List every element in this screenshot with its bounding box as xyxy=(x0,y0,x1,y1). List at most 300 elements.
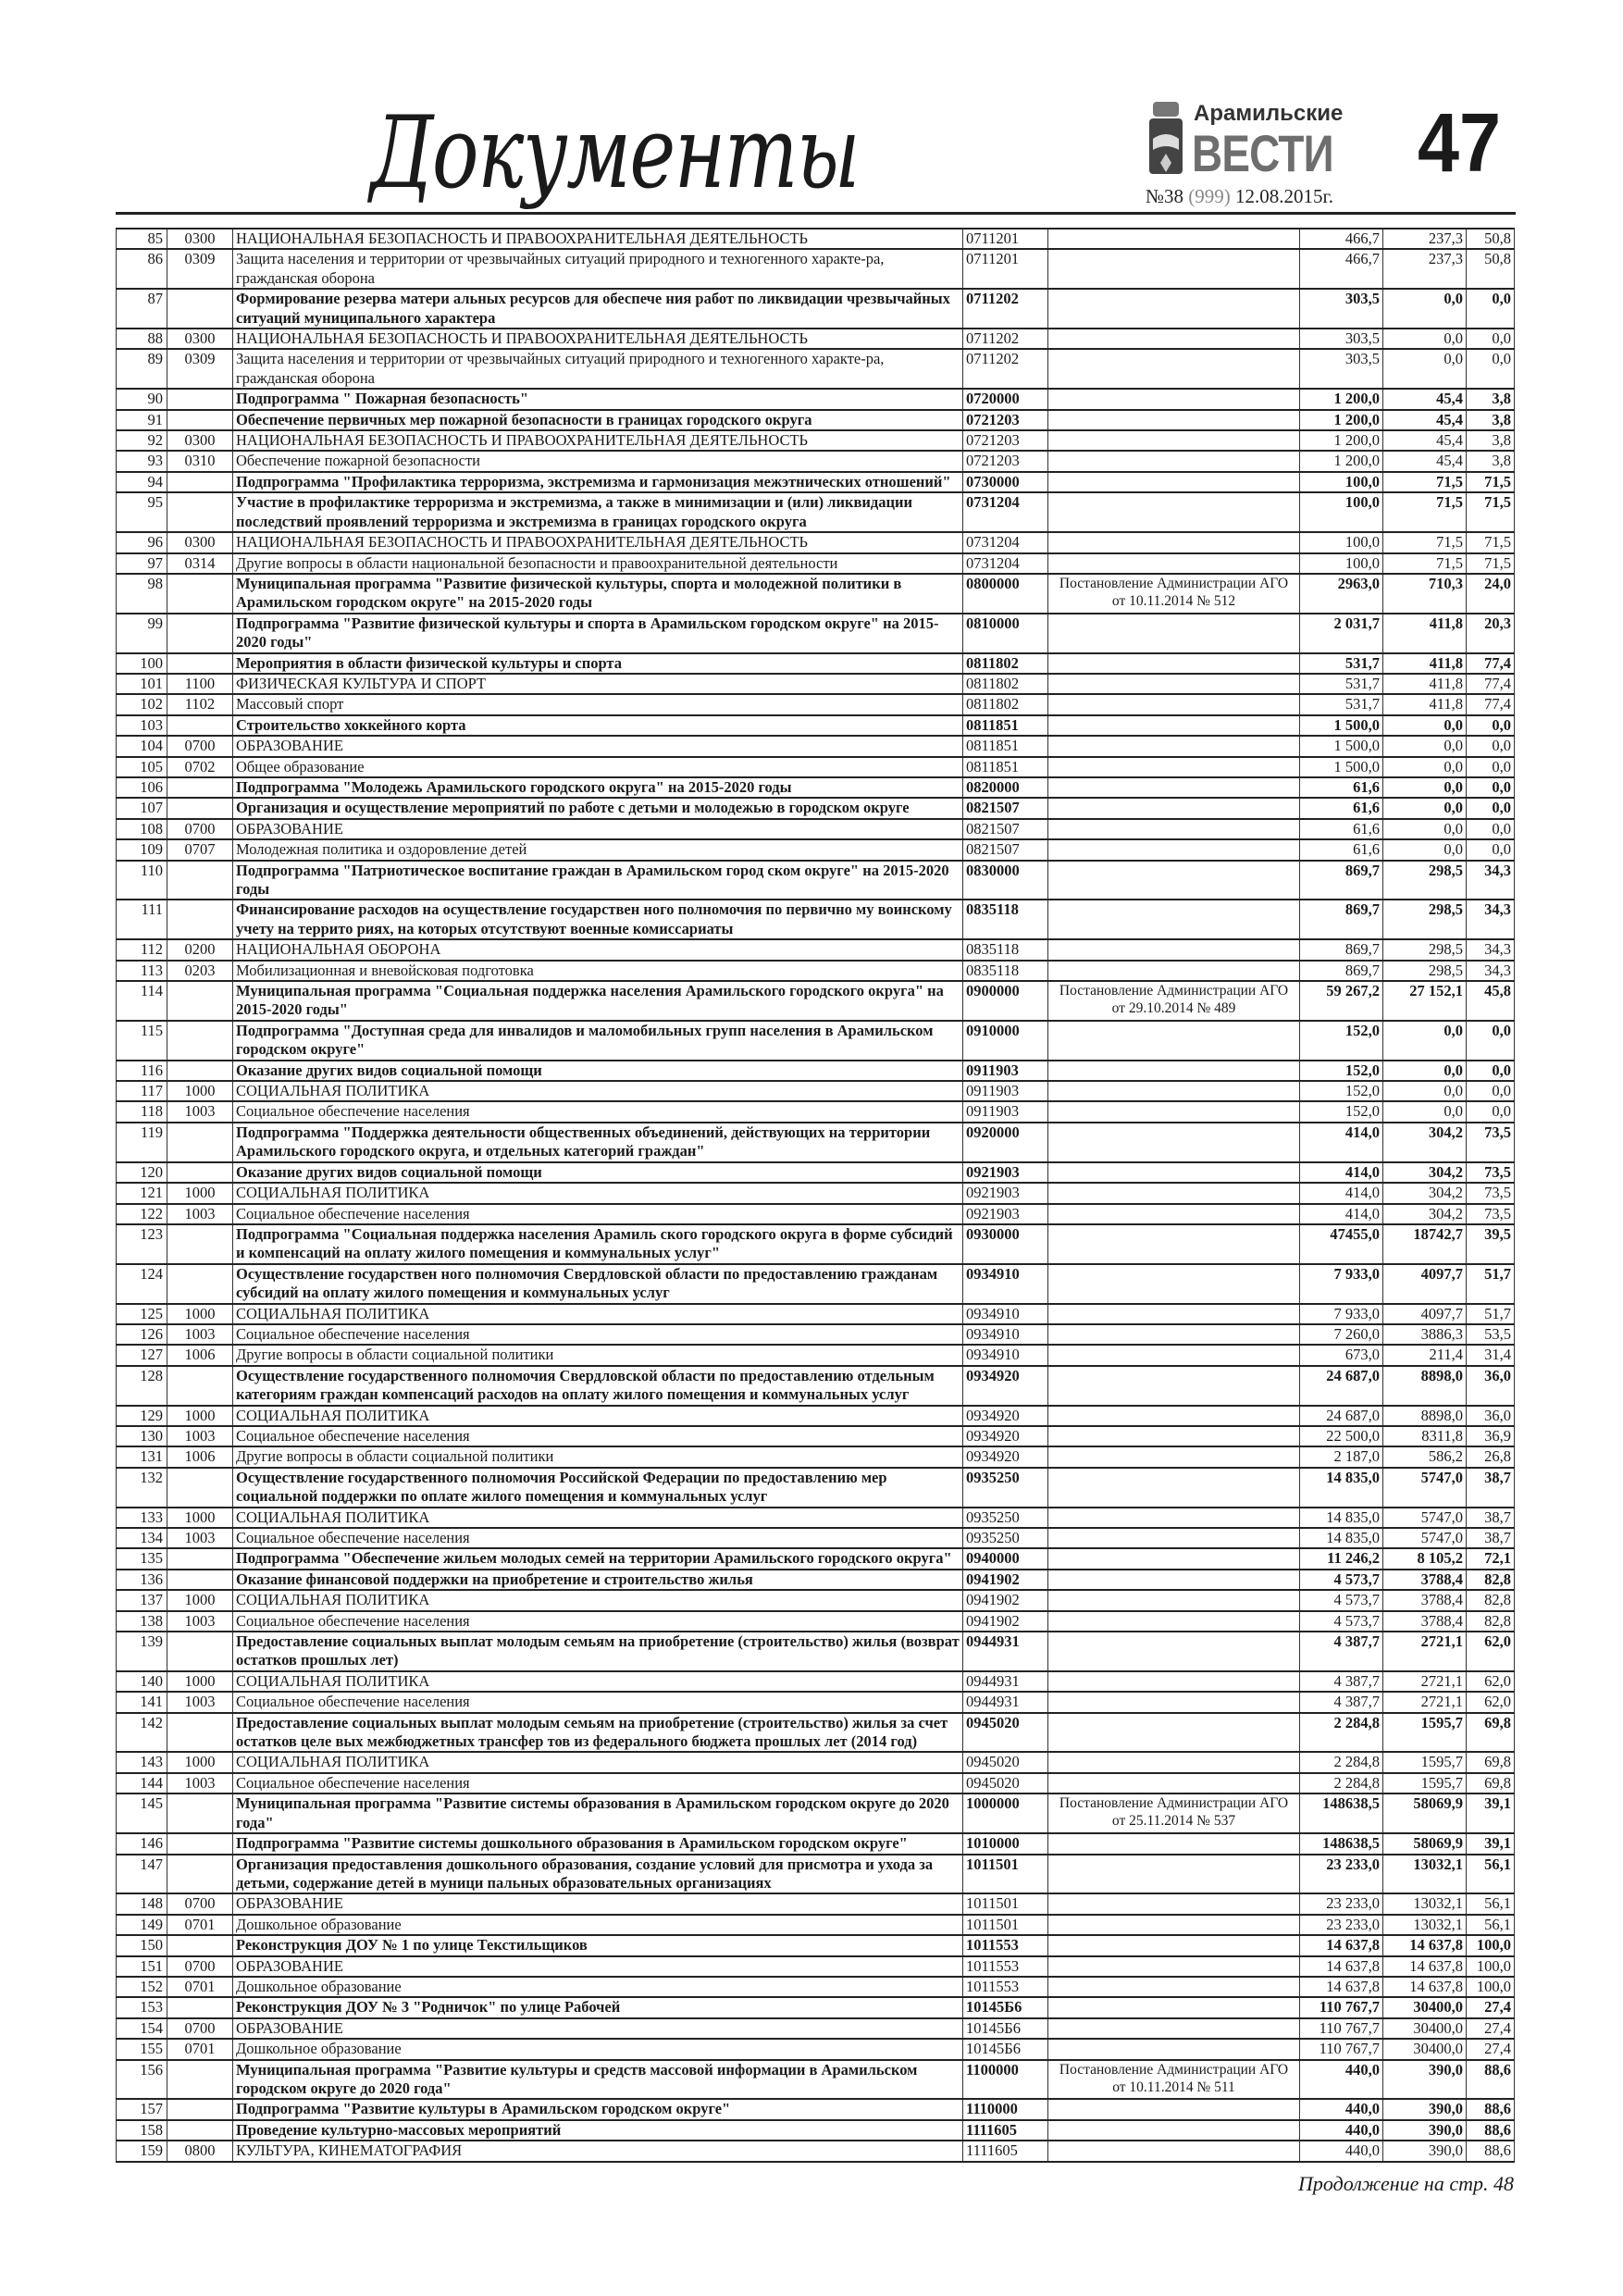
execution-percent: 0,0 xyxy=(1467,1021,1515,1061)
executed-amount: 0,0 xyxy=(1383,289,1467,329)
planned-amount: 100,0 xyxy=(1300,492,1383,532)
execution-percent: 0,0 xyxy=(1467,798,1515,818)
item-name: Подпрограмма "Обеспечение жильем молодых семей на территории Арамильского городского округа" xyxy=(233,1548,963,1569)
table-row xyxy=(117,1833,1515,1854)
target-code: 0811802 xyxy=(963,694,1048,714)
item-name: Подпрограмма "Социальная поддержка населения Арамиль ского городского округа в форме субсидий и компенсаций на оплату жилого помещения и коммунальных услуг" xyxy=(233,1224,963,1264)
row-number: 90 xyxy=(117,389,167,409)
execution-percent: 100,0 xyxy=(1467,1977,1515,1997)
row-number: 137 xyxy=(117,1590,167,1610)
document-ref xyxy=(1048,1304,1300,1324)
executed-amount: 0,0 xyxy=(1383,1081,1467,1101)
execution-percent: 38,7 xyxy=(1467,1528,1515,1548)
section-code: 0300 xyxy=(167,532,233,552)
target-code: 0821507 xyxy=(963,819,1048,839)
table-row xyxy=(117,229,1515,249)
executed-amount: 71,5 xyxy=(1383,492,1467,532)
section-code xyxy=(167,2120,233,2141)
item-name: Подпрограмма "Поддержка деятельности общественных объединений, действующих на территории Арамильского городского округа, и отдельных категорий граждан" xyxy=(233,1123,963,1162)
target-code: 0930000 xyxy=(963,1224,1048,1264)
row-number: 116 xyxy=(117,1061,167,1081)
target-code: 1110000 xyxy=(963,2099,1048,2119)
target-code: 0821507 xyxy=(963,839,1048,860)
section-code: 1000 xyxy=(167,1183,233,1203)
row-number: 142 xyxy=(117,1713,167,1753)
section-code xyxy=(167,1123,233,1162)
section-code: 1100 xyxy=(167,674,233,694)
row-number: 149 xyxy=(117,1915,167,1935)
document-ref xyxy=(1048,715,1300,736)
planned-amount: 14 637,8 xyxy=(1300,1935,1383,1955)
executed-amount: 30400,0 xyxy=(1383,1997,1467,2017)
section-code: 1003 xyxy=(167,1101,233,1122)
target-code: 10145Б6 xyxy=(963,1997,1048,2017)
document-ref xyxy=(1048,2120,1300,2141)
table-row xyxy=(117,1406,1515,1426)
row-number: 93 xyxy=(117,451,167,471)
planned-amount: 440,0 xyxy=(1300,2099,1383,2119)
section-code: 1000 xyxy=(167,1081,233,1101)
table-row xyxy=(117,1304,1515,1324)
section-code xyxy=(167,1793,233,1833)
item-name: Дошкольное образование xyxy=(233,2039,963,2059)
execution-percent: 38,7 xyxy=(1467,1468,1515,1508)
section-code: 1003 xyxy=(167,1204,233,1224)
execution-percent: 39,1 xyxy=(1467,1793,1515,1833)
section-code xyxy=(167,1468,233,1508)
section-code xyxy=(167,1264,233,1304)
row-number: 140 xyxy=(117,1671,167,1692)
row-number: 154 xyxy=(117,2018,167,2039)
document-ref xyxy=(1048,1773,1300,1793)
planned-amount: 14 637,8 xyxy=(1300,1956,1383,1977)
item-name: Другие вопросы в области социальной политики xyxy=(233,1446,963,1467)
row-number: 144 xyxy=(117,1773,167,1793)
execution-percent: 0,0 xyxy=(1467,1061,1515,1081)
row-number: 86 xyxy=(117,249,167,289)
section-code: 0707 xyxy=(167,839,233,860)
document-ref xyxy=(1048,1446,1300,1467)
table-row xyxy=(117,777,1515,798)
section-code xyxy=(167,777,233,798)
item-name: СОЦИАЛЬНАЯ ПОЛИТИКА xyxy=(233,1590,963,1610)
row-number: 85 xyxy=(117,229,167,249)
row-number: 100 xyxy=(117,653,167,674)
target-code: 0820000 xyxy=(963,777,1048,798)
planned-amount: 2963,0 xyxy=(1300,574,1383,614)
executed-amount: 30400,0 xyxy=(1383,2018,1467,2039)
document-ref xyxy=(1048,1570,1300,1590)
planned-amount: 2 284,8 xyxy=(1300,1713,1383,1753)
table-row xyxy=(117,1446,1515,1467)
table-row xyxy=(117,614,1515,653)
executed-amount: 0,0 xyxy=(1383,798,1467,818)
row-number: 118 xyxy=(117,1101,167,1122)
execution-percent: 62,0 xyxy=(1467,1632,1515,1671)
target-code: 0830000 xyxy=(963,861,1048,900)
row-number: 124 xyxy=(117,1264,167,1304)
table-row xyxy=(117,2099,1515,2119)
executed-amount: 45,4 xyxy=(1383,410,1467,430)
target-code: 1011553 xyxy=(963,1935,1048,1955)
target-code: 1011501 xyxy=(963,1855,1048,1894)
document-ref xyxy=(1048,1021,1300,1061)
row-number: 91 xyxy=(117,410,167,430)
table-row xyxy=(117,861,1515,900)
item-name: Социальное обеспечение населения xyxy=(233,1426,963,1446)
section-code: 0300 xyxy=(167,430,233,451)
table-row xyxy=(117,1528,1515,1548)
budget-table xyxy=(116,228,1515,2163)
row-number: 95 xyxy=(117,492,167,532)
document-ref xyxy=(1048,1855,1300,1894)
row-number: 129 xyxy=(117,1406,167,1426)
document-ref xyxy=(1048,1632,1300,1671)
target-code: 10145Б6 xyxy=(963,2018,1048,2039)
section-code: 0701 xyxy=(167,1915,233,1935)
planned-amount: 23 233,0 xyxy=(1300,1915,1383,1935)
item-name: Подпрограмма " Пожарная безопасность" xyxy=(233,389,963,409)
section-code: 1003 xyxy=(167,1773,233,1793)
item-name: Массовый спорт xyxy=(233,694,963,714)
execution-percent: 82,8 xyxy=(1467,1611,1515,1632)
planned-amount: 673,0 xyxy=(1300,1345,1383,1365)
planned-amount: 4 387,7 xyxy=(1300,1632,1383,1671)
document-ref: Постановление Администрации АГО от 29.10.2014 № 489 xyxy=(1048,981,1300,1021)
target-code: 0940000 xyxy=(963,1548,1048,1569)
table-row xyxy=(117,736,1515,756)
item-name: Подпрограмма "Доступная среда для инвалидов и маломобильных групп населения в Арамильском городском округе" xyxy=(233,1021,963,1061)
document-ref xyxy=(1048,1956,1300,1977)
table-row xyxy=(117,532,1515,552)
document-ref xyxy=(1048,1590,1300,1610)
executed-amount: 8 105,2 xyxy=(1383,1548,1467,1569)
document-ref xyxy=(1048,451,1300,471)
row-number: 123 xyxy=(117,1224,167,1264)
target-code: 0934920 xyxy=(963,1446,1048,1467)
target-code: 1111605 xyxy=(963,2120,1048,2141)
target-code: 0934920 xyxy=(963,1406,1048,1426)
table-row xyxy=(117,653,1515,674)
planned-amount: 24 687,0 xyxy=(1300,1406,1383,1426)
item-name: НАЦИОНАЛЬНАЯ БЕЗОПАСНОСТЬ И ПРАВООХРАНИТЕЛЬНАЯ ДЕЯТЕЛЬНОСТЬ xyxy=(233,329,963,349)
document-ref xyxy=(1048,694,1300,714)
target-code: 0721203 xyxy=(963,410,1048,430)
executed-amount: 298,5 xyxy=(1383,939,1467,960)
row-number: 134 xyxy=(117,1528,167,1548)
target-code: 0911903 xyxy=(963,1101,1048,1122)
execution-percent: 0,0 xyxy=(1467,349,1515,389)
row-number: 147 xyxy=(117,1855,167,1894)
section-code xyxy=(167,289,233,329)
document-ref xyxy=(1048,1977,1300,1997)
execution-percent: 82,8 xyxy=(1467,1570,1515,1590)
executed-amount: 45,4 xyxy=(1383,430,1467,451)
planned-amount: 14 835,0 xyxy=(1300,1508,1383,1528)
document-ref xyxy=(1048,2099,1300,2119)
execution-percent: 88,6 xyxy=(1467,2120,1515,2141)
executed-amount: 13032,1 xyxy=(1383,1915,1467,1935)
item-name: Социальное обеспечение населения xyxy=(233,1692,963,1712)
planned-amount: 1 200,0 xyxy=(1300,410,1383,430)
document-ref xyxy=(1048,1671,1300,1692)
planned-amount: 59 267,2 xyxy=(1300,981,1383,1021)
row-number: 109 xyxy=(117,839,167,860)
table-row xyxy=(117,349,1515,389)
planned-amount: 440,0 xyxy=(1300,2120,1383,2141)
continuation-note: Продолжение на стр. 48 xyxy=(1298,2171,1514,2195)
row-number: 103 xyxy=(117,715,167,736)
section-code xyxy=(167,472,233,492)
item-name: Обеспечение первичных мер пожарной безопасности в границах городского округа xyxy=(233,410,963,430)
newspaper-logo xyxy=(1146,102,1368,181)
document-ref xyxy=(1048,472,1300,492)
issue-total: (999) xyxy=(1188,185,1231,207)
target-code: 0731204 xyxy=(963,492,1048,532)
row-number: 139 xyxy=(117,1632,167,1671)
row-number: 126 xyxy=(117,1324,167,1345)
row-number: 152 xyxy=(117,1977,167,1997)
table-row xyxy=(117,553,1515,574)
planned-amount: 4 573,7 xyxy=(1300,1590,1383,1610)
section-code: 0309 xyxy=(167,249,233,289)
section-code xyxy=(167,1833,233,1854)
target-code: 0711201 xyxy=(963,229,1048,249)
document-ref xyxy=(1048,1893,1300,1914)
executed-amount: 45,4 xyxy=(1383,451,1467,471)
section-code: 0300 xyxy=(167,329,233,349)
executed-amount: 0,0 xyxy=(1383,777,1467,798)
document-ref xyxy=(1048,1713,1300,1753)
item-name: Защита населения и территории от чрезвычайных ситуаций природного и техногенного характе-ра, гражданская оборона xyxy=(233,249,963,289)
table-row xyxy=(117,981,1515,1021)
execution-percent: 62,0 xyxy=(1467,1692,1515,1712)
document-ref xyxy=(1048,1162,1300,1183)
section-code xyxy=(167,861,233,900)
document-ref xyxy=(1048,819,1300,839)
row-number: 101 xyxy=(117,674,167,694)
execution-percent: 34,3 xyxy=(1467,939,1515,960)
table-row xyxy=(117,2060,1515,2100)
table-row xyxy=(117,1345,1515,1365)
row-number: 106 xyxy=(117,777,167,798)
target-code: 0811802 xyxy=(963,674,1048,694)
section-code xyxy=(167,574,233,614)
item-name: Строительство хоккейного корта xyxy=(233,715,963,736)
executed-amount: 298,5 xyxy=(1383,961,1467,981)
table-row xyxy=(117,715,1515,736)
target-code: 0821507 xyxy=(963,798,1048,818)
table-row xyxy=(117,289,1515,329)
newspaper-name-main: ВЕСТИ xyxy=(1192,124,1333,182)
target-code: 1011501 xyxy=(963,1893,1048,1914)
execution-percent: 34,3 xyxy=(1467,961,1515,981)
table-row xyxy=(117,1793,1515,1833)
executed-amount: 18742,7 xyxy=(1383,1224,1467,1264)
planned-amount: 110 767,7 xyxy=(1300,2039,1383,2059)
executed-amount: 411,8 xyxy=(1383,694,1467,714)
planned-amount: 14 835,0 xyxy=(1300,1468,1383,1508)
executed-amount: 411,8 xyxy=(1383,653,1467,674)
row-number: 148 xyxy=(117,1893,167,1914)
table-row xyxy=(117,1692,1515,1712)
item-name: Обеспечение пожарной безопасности xyxy=(233,451,963,471)
planned-amount: 1 200,0 xyxy=(1300,389,1383,409)
executed-amount: 71,5 xyxy=(1383,472,1467,492)
execution-percent: 0,0 xyxy=(1467,839,1515,860)
item-name: НАЦИОНАЛЬНАЯ БЕЗОПАСНОСТЬ И ПРАВООХРАНИТЕЛЬНАЯ ДЕЯТЕЛЬНОСТЬ xyxy=(233,430,963,451)
planned-amount: 414,0 xyxy=(1300,1162,1383,1183)
target-code: 0934920 xyxy=(963,1366,1048,1406)
section-code: 0701 xyxy=(167,2039,233,2059)
section-code: 0309 xyxy=(167,349,233,389)
table-row xyxy=(117,492,1515,532)
planned-amount: 4 387,7 xyxy=(1300,1671,1383,1692)
table-row xyxy=(117,798,1515,818)
execution-percent: 69,8 xyxy=(1467,1713,1515,1753)
executed-amount: 45,4 xyxy=(1383,389,1467,409)
row-number: 122 xyxy=(117,1204,167,1224)
executed-amount: 298,5 xyxy=(1383,900,1467,939)
planned-amount: 440,0 xyxy=(1300,2060,1383,2100)
row-number: 108 xyxy=(117,819,167,839)
row-number: 131 xyxy=(117,1446,167,1467)
executed-amount: 304,2 xyxy=(1383,1162,1467,1183)
target-code: 0721203 xyxy=(963,430,1048,451)
row-number: 105 xyxy=(117,757,167,777)
planned-amount: 414,0 xyxy=(1300,1183,1383,1203)
executed-amount: 3886,3 xyxy=(1383,1324,1467,1345)
budget-table-body xyxy=(117,229,1515,2162)
target-code: 0934910 xyxy=(963,1324,1048,1345)
table-row xyxy=(117,1162,1515,1183)
execution-percent: 73,5 xyxy=(1467,1204,1515,1224)
row-number: 128 xyxy=(117,1366,167,1406)
document-ref xyxy=(1048,2018,1300,2039)
item-name: Организация и осуществление мероприятий по работе с детьми и молодежью в городском округе xyxy=(233,798,963,818)
execution-percent: 0,0 xyxy=(1467,1081,1515,1101)
target-code: 1111605 xyxy=(963,2141,1048,2161)
item-name: Мобилизационная и вневойсковая подготовка xyxy=(233,961,963,981)
row-number: 158 xyxy=(117,2120,167,2141)
document-ref xyxy=(1048,1101,1300,1122)
section-code xyxy=(167,492,233,532)
target-code: 0711202 xyxy=(963,349,1048,389)
planned-amount: 148638,5 xyxy=(1300,1833,1383,1854)
execution-percent: 56,1 xyxy=(1467,1893,1515,1914)
table-row xyxy=(117,1061,1515,1081)
table-row xyxy=(117,1611,1515,1632)
target-code: 0711202 xyxy=(963,329,1048,349)
planned-amount: 61,6 xyxy=(1300,798,1383,818)
executed-amount: 211,4 xyxy=(1383,1345,1467,1365)
target-code: 0935250 xyxy=(963,1508,1048,1528)
row-number: 97 xyxy=(117,553,167,574)
target-code: 0935250 xyxy=(963,1468,1048,1508)
section-code xyxy=(167,1548,233,1569)
document-ref xyxy=(1048,614,1300,653)
document-ref xyxy=(1048,861,1300,900)
table-row xyxy=(117,1570,1515,1590)
row-number: 107 xyxy=(117,798,167,818)
item-name: Финансирование расходов на осуществление государствен ного полномочия по первично му воинскому учету на террито риях, на которых отсутствуют военные комиссариаты xyxy=(233,900,963,939)
document-ref xyxy=(1048,389,1300,409)
planned-amount: 11 246,2 xyxy=(1300,1548,1383,1569)
section-code: 0700 xyxy=(167,1893,233,1914)
planned-amount: 23 233,0 xyxy=(1300,1893,1383,1914)
planned-amount: 1 500,0 xyxy=(1300,736,1383,756)
target-code: 1010000 xyxy=(963,1833,1048,1854)
target-code: 10145Б6 xyxy=(963,2039,1048,2059)
execution-percent: 0,0 xyxy=(1467,777,1515,798)
section-code xyxy=(167,1997,233,2017)
section-code xyxy=(167,410,233,430)
target-code: 0944931 xyxy=(963,1671,1048,1692)
item-name: Мероприятия в области физической культуры и спорта xyxy=(233,653,963,674)
executed-amount: 3788,4 xyxy=(1383,1611,1467,1632)
execution-percent: 0,0 xyxy=(1467,715,1515,736)
item-name: Проведение культурно-массовых мероприятий xyxy=(233,2120,963,2141)
planned-amount: 2 284,8 xyxy=(1300,1752,1383,1772)
table-row xyxy=(117,1021,1515,1061)
execution-percent: 77,4 xyxy=(1467,694,1515,714)
section-code: 1000 xyxy=(167,1508,233,1528)
target-code: 0835118 xyxy=(963,939,1048,960)
document-ref xyxy=(1048,1611,1300,1632)
document-ref: Постановление Администрации АГО от 10.11.2014 № 511 xyxy=(1048,2060,1300,2100)
table-row xyxy=(117,1671,1515,1692)
execution-percent: 51,7 xyxy=(1467,1264,1515,1304)
planned-amount: 466,7 xyxy=(1300,249,1383,289)
target-code: 0810000 xyxy=(963,614,1048,653)
row-number: 119 xyxy=(117,1123,167,1162)
coat-of-arms-icon xyxy=(1146,102,1186,178)
execution-percent: 34,3 xyxy=(1467,861,1515,900)
execution-percent: 73,5 xyxy=(1467,1123,1515,1162)
row-number: 96 xyxy=(117,532,167,552)
item-name: Реконструкция ДОУ № 1 по улице Текстильщиков xyxy=(233,1935,963,1955)
execution-percent: 71,5 xyxy=(1467,553,1515,574)
execution-percent: 88,6 xyxy=(1467,2099,1515,2119)
table-row xyxy=(117,674,1515,694)
execution-percent: 62,0 xyxy=(1467,1671,1515,1692)
executed-amount: 411,8 xyxy=(1383,614,1467,653)
table-row xyxy=(117,1752,1515,1772)
executed-amount: 390,0 xyxy=(1383,2099,1467,2119)
execution-percent: 24,0 xyxy=(1467,574,1515,614)
section-code xyxy=(167,1935,233,1955)
table-row xyxy=(117,2141,1515,2161)
executed-amount: 2721,1 xyxy=(1383,1671,1467,1692)
item-name: ОБРАЗОВАНИЕ xyxy=(233,1956,963,1977)
executed-amount: 8898,0 xyxy=(1383,1406,1467,1426)
execution-percent: 0,0 xyxy=(1467,329,1515,349)
target-code: 1011553 xyxy=(963,1956,1048,1977)
section-code xyxy=(167,389,233,409)
document-ref xyxy=(1048,1692,1300,1712)
document-ref xyxy=(1048,839,1300,860)
item-name: НАЦИОНАЛЬНАЯ ОБОРОНА xyxy=(233,939,963,960)
planned-amount: 414,0 xyxy=(1300,1123,1383,1162)
planned-amount: 152,0 xyxy=(1300,1021,1383,1061)
row-number: 145 xyxy=(117,1793,167,1833)
target-code: 0730000 xyxy=(963,472,1048,492)
document-ref xyxy=(1048,229,1300,249)
target-code: 0944931 xyxy=(963,1632,1048,1671)
section-code xyxy=(167,1366,233,1406)
planned-amount: 4 387,7 xyxy=(1300,1692,1383,1712)
table-row xyxy=(117,1977,1515,1997)
